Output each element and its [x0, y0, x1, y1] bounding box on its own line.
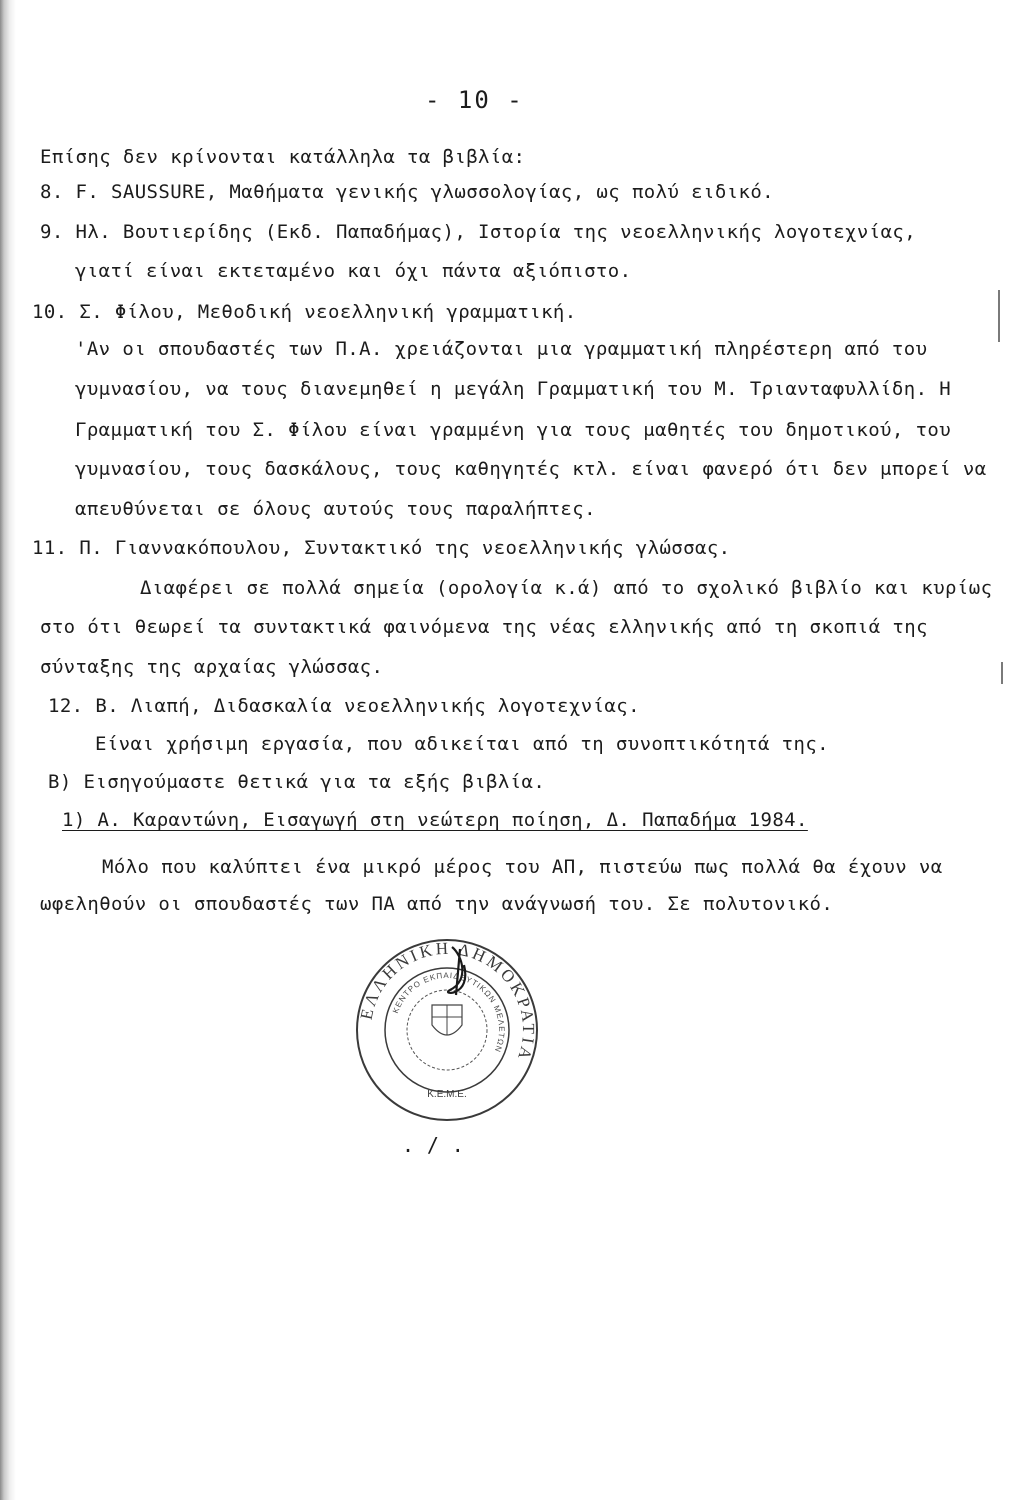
signature-mark: . / .: [402, 1133, 465, 1157]
section-b-heading: Β) Εισηγούμαστε θετικά για τα εξής βιβλία.: [48, 771, 546, 793]
item-12-comment: Είναι χρήσιμη εργασία, που αδικείται από τη συνοπτικότητά της.: [95, 733, 830, 755]
item-9: 9. Ηλ. Βουτιερίδης (Εκδ. Παπαδήμας), Ιστορία της νεοελληνικής λογοτεχνίας,: [40, 221, 917, 243]
item-10-comment-line-5: απευθύνεται σε όλους αυτούς τους παραλήπτες.: [75, 498, 596, 520]
item-10-comment-line-3: Γραμματική του Σ. Φίλου είναι γραμμένη για τους μαθητές του δημοτικού, του: [75, 419, 952, 441]
scan-edge-mark: [998, 290, 1000, 342]
stamp-bottom-text: Κ.Ε.Μ.Ε.: [427, 1089, 467, 1100]
recommended-book-1-comment-line-2: ωφεληθούν οι σπουδαστές των ΠΑ από την ανάγνωσή του. Σε πολυτονικό.: [40, 893, 834, 915]
item-11-comment-line-3: σύνταξης της αρχαίας γλώσσας.: [40, 656, 384, 678]
stamp-outer-text: ΕΛΛΗΝΙΚΗ ΔΗΜΟΚΡΑΤΙΑ: [356, 938, 539, 1065]
item-9-comment: γιατί είναι εκτεταμένο και όχι πάντα αξιόπιστο.: [75, 260, 632, 282]
recommended-book-1-comment-line-1: Μόλο που καλύπτει ένα μικρό μέρος του ΑΠ, πιστεύω πως πολλά θα έχουν να: [102, 856, 943, 878]
recommended-book-1: 1) Α. Καραντώνη, Εισαγωγή στη νεώτερη ποίηση, Δ. Παπαδήμα 1984.: [62, 809, 808, 831]
scan-edge-shadow: [0, 0, 16, 1500]
item-8: 8. F. SAUSSURE, Μαθήματα γενικής γλωσσολογίας, ως πολύ ειδικό.: [40, 181, 775, 203]
page-number: - 10 -: [425, 86, 524, 114]
item-10: 10. Σ. Φίλου, Μεθοδική νεοελληνική γραμματική.: [32, 301, 577, 323]
item-10-comment-line-4: γυμνασίου, τους δασκάλους, τους καθηγητές κτλ. είναι φανερό ότι δεν μπορεί να: [75, 458, 987, 480]
item-10-comment-line-2: γυμνασίου, να τους διανεμηθεί η μεγάλη Γραμματική του Μ. Τριανταφυλλίδη. Η: [75, 378, 952, 400]
item-12: 12. Β. Λιαπή, Διδασκαλία νεοελληνικής λογοτεχνίας.: [48, 695, 640, 717]
item-11-comment-line-2: στο ότι θεωρεί τα συντακτικά φαινόμενα της νέας ελληνικής από τη σκοπιά της: [40, 616, 928, 638]
item-11: 11. Π. Γιαννακόπουλου, Συντακτικό της νεοελληνικής γλώσσας.: [32, 537, 731, 559]
item-11-comment-line-1: Διαφέρει σε πολλά σημεία (ορολογία κ.ά) από το σχολικό βιβλίο και κυρίως: [140, 577, 993, 599]
item-10-comment-line-1: 'Αν οι σπουδαστές των Π.Α. χρειάζονται μια γραμματική πληρέστερη από του: [75, 338, 928, 360]
scan-edge-mark: [1001, 662, 1003, 684]
stamp-inner-text: ΚΕΝΤΡΟ ΕΚΠΑΙΔΕΥΤΙΚΩΝ ΜΕΛΕΤΩΝ: [390, 970, 507, 1055]
official-stamp: [352, 935, 542, 1125]
intro-line: Επίσης δεν κρίνονται κατάλληλα τα βιβλία:: [40, 146, 526, 168]
